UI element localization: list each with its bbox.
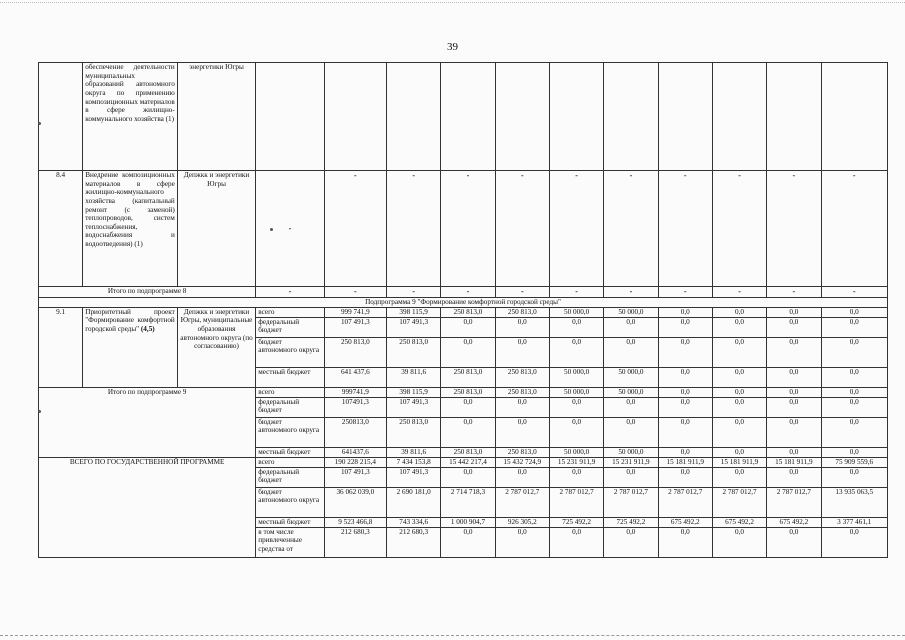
funding-source: всего <box>256 387 324 397</box>
value-cell: 0,0 <box>604 467 658 487</box>
value-cell: 9 523 466,8 <box>324 517 386 527</box>
value-cell: 0,0 <box>549 527 603 557</box>
value-cell: 0,0 <box>495 337 549 367</box>
value-cell: 0,0 <box>658 467 712 487</box>
value-cell: - <box>604 287 658 298</box>
value-cell: 250813,0 <box>324 417 386 447</box>
value-cell: 250 813,0 <box>441 307 495 317</box>
value-cell: 15 432 724,9 <box>495 457 549 467</box>
value-cell: 107 491,3 <box>324 317 386 337</box>
value-cell <box>821 63 888 171</box>
value-cell: 107 491,3 <box>324 467 386 487</box>
value-cell: - <box>495 171 549 287</box>
value-cell: 0,0 <box>767 387 821 397</box>
value-cell <box>324 63 386 171</box>
value-cell: - <box>712 287 766 298</box>
value-cell: 999 741,9 <box>324 307 386 317</box>
value-cell: 7 434 153,8 <box>387 457 441 467</box>
value-cell <box>712 63 766 171</box>
value-cell: 0,0 <box>821 387 888 397</box>
value-cell: 0,0 <box>821 467 888 487</box>
value-cell: 0,0 <box>441 397 495 417</box>
value-cell: 0,0 <box>767 367 821 387</box>
funding-source: федеральный бюджет <box>256 317 324 337</box>
value-cell: 999741,9 <box>324 387 386 397</box>
table-row-8-4 <box>39 171 888 287</box>
funding-source: - <box>256 287 324 298</box>
value-cell: 2 787 012,7 <box>658 487 712 517</box>
value-cell: 0,0 <box>658 417 712 447</box>
value-cell: 0,0 <box>712 337 766 367</box>
value-cell: 50 000,0 <box>604 447 658 457</box>
value-cell: 0,0 <box>549 397 603 417</box>
value-cell: 0,0 <box>441 417 495 447</box>
value-cell: - <box>658 287 712 298</box>
executor: Депжкк и энергетики Югры <box>177 171 255 287</box>
value-cell: 250 813,0 <box>441 447 495 457</box>
value-cell: 50 000,0 <box>549 307 603 317</box>
value-cell: 398 115,9 <box>387 307 441 317</box>
value-cell: 0,0 <box>658 397 712 417</box>
value-cell: 0,0 <box>767 467 821 487</box>
value-cell: 2 690 181,0 <box>387 487 441 517</box>
value-cell: 250 813,0 <box>387 417 441 447</box>
value-cell: - <box>387 171 441 287</box>
value-cell: 13 935 063,5 <box>821 487 888 517</box>
value-cell: 0,0 <box>821 367 888 387</box>
value-cell <box>658 63 712 171</box>
value-cell: 1 000 904,7 <box>441 517 495 527</box>
value-cell: - <box>549 171 603 287</box>
value-cell: - <box>324 171 386 287</box>
value-cell: 0,0 <box>549 317 603 337</box>
value-cell: 0,0 <box>821 417 888 447</box>
value-cell: 0,0 <box>712 307 766 317</box>
value-cell: 250 813,0 <box>441 387 495 397</box>
value-cell: 15 231 911,9 <box>549 457 603 467</box>
value-cell: 50 000,0 <box>549 387 603 397</box>
value-cell: 0,0 <box>604 337 658 367</box>
table-row <box>39 457 888 467</box>
funding-source: бюджет автономного округа <box>256 337 324 367</box>
value-cell: 39 811,6 <box>387 367 441 387</box>
value-cell <box>549 63 603 171</box>
table-body <box>39 63 888 558</box>
value-cell: 2 714 718,3 <box>441 487 495 517</box>
value-cell: 212 680,3 <box>387 527 441 557</box>
row-number <box>39 63 83 171</box>
value-cell: - <box>549 287 603 298</box>
value-cell <box>604 63 658 171</box>
value-cell: 0,0 <box>821 527 888 557</box>
value-cell: 50 000,0 <box>604 387 658 397</box>
value-cell: 0,0 <box>712 387 766 397</box>
value-cell: 50 000,0 <box>604 307 658 317</box>
executor: энергетики Югры <box>177 63 255 171</box>
value-cell: 0,0 <box>441 337 495 367</box>
value-cell: 190 228 215,4 <box>324 457 386 467</box>
value-cell: - <box>604 171 658 287</box>
value-cell: 250 813,0 <box>441 367 495 387</box>
funding-source: бюджет автономного округа <box>256 487 324 517</box>
value-cell: 0,0 <box>712 527 766 557</box>
value-cell <box>495 63 549 171</box>
funding-source: в том числе привлеченные средства от <box>256 527 324 557</box>
value-cell: 725 492,2 <box>604 517 658 527</box>
activity-name: Внедрение композиционных материалов в сфере жилищно-коммунального хозяйства (капитальный ремонт (с заменой) теплопроводов, систем теплоснабжения, водоснабжения и водоотведения) (1) <box>83 171 178 287</box>
value-cell: - <box>712 171 766 287</box>
value-cell: 0,0 <box>495 417 549 447</box>
scan-speck <box>38 410 41 413</box>
scan-edge-bottom <box>0 635 905 637</box>
value-cell: 250 813,0 <box>495 387 549 397</box>
value-cell: 0,0 <box>821 317 888 337</box>
value-cell: 0,0 <box>604 417 658 447</box>
value-cell: 50 000,0 <box>604 367 658 387</box>
value-cell: 0,0 <box>767 447 821 457</box>
value-cell <box>767 63 821 171</box>
value-cell: 0,0 <box>712 317 766 337</box>
value-cell: 0,0 <box>604 317 658 337</box>
row-number: 8.4 <box>39 171 83 287</box>
table-row-total-8 <box>39 287 888 298</box>
value-cell: - <box>821 287 888 298</box>
activity-name-note: (4,5) <box>140 324 155 333</box>
funding-source: бюджет автономного округа <box>256 417 324 447</box>
activity-name-text: Приоритетный проект "Формирование комфортной городской среды" <box>85 307 175 333</box>
value-cell: 250 813,0 <box>324 337 386 367</box>
value-cell: 0,0 <box>767 307 821 317</box>
value-cell: 0,0 <box>441 527 495 557</box>
value-cell: 675 492,2 <box>767 517 821 527</box>
value-cell: 0,0 <box>712 417 766 447</box>
scan-edge-top <box>0 2 905 4</box>
value-cell: - <box>495 287 549 298</box>
funding-source: местный бюджет <box>256 367 324 387</box>
value-cell: 0,0 <box>658 307 712 317</box>
value-cell <box>387 63 441 171</box>
value-cell: 0,0 <box>712 367 766 387</box>
value-cell: 0,0 <box>658 367 712 387</box>
total-label: Итого по подпрограмме 8 <box>39 287 256 298</box>
value-cell: 250 813,0 <box>495 447 549 457</box>
value-cell: 0,0 <box>604 397 658 417</box>
value-cell: 15 181 911,9 <box>712 457 766 467</box>
value-cell: 0,0 <box>767 317 821 337</box>
value-cell: 725 492,2 <box>549 517 603 527</box>
subprogram-title: Подпрограмма 9 "Формирование комфортной городской среды" <box>39 297 888 307</box>
value-cell: 0,0 <box>441 467 495 487</box>
value-cell: 2 787 012,7 <box>712 487 766 517</box>
value-cell: 15 231 911,9 <box>604 457 658 467</box>
value-cell: - <box>324 287 386 298</box>
value-cell: 0,0 <box>821 337 888 367</box>
value-cell: 675 492,2 <box>712 517 766 527</box>
value-cell: 15 181 911,9 <box>767 457 821 467</box>
value-cell: 0,0 <box>712 447 766 457</box>
scan-speck <box>38 122 41 125</box>
scan-speck <box>270 228 273 231</box>
value-cell: 0,0 <box>712 467 766 487</box>
value-cell: 39 811,6 <box>387 447 441 457</box>
value-cell: 107 491,3 <box>387 397 441 417</box>
executor: Депжкк и энергетики Югры, муниципальные образования автономного округа (по согласованию) <box>177 307 255 387</box>
value-cell: 0,0 <box>549 337 603 367</box>
value-cell: 0,0 <box>821 307 888 317</box>
value-cell: 0,0 <box>495 317 549 337</box>
funding-source: федеральный бюджет <box>256 467 324 487</box>
value-cell: 0,0 <box>495 397 549 417</box>
value-cell: 50 000,0 <box>549 367 603 387</box>
table-row-continuation <box>39 63 888 171</box>
value-cell: 398 115,9 <box>387 387 441 397</box>
value-cell: - <box>821 171 888 287</box>
funding-source: всего <box>256 307 324 317</box>
value-cell: 0,0 <box>712 397 766 417</box>
page-number: 39 <box>447 41 458 53</box>
value-cell: - <box>658 171 712 287</box>
value-cell: 107491,3 <box>324 397 386 417</box>
value-cell: 2 787 012,7 <box>495 487 549 517</box>
value-cell: 641437,6 <box>324 447 386 457</box>
value-cell: 0,0 <box>495 467 549 487</box>
value-cell: 36 062 039,0 <box>324 487 386 517</box>
value-cell: 0,0 <box>658 387 712 397</box>
value-cell: 15 442 217,4 <box>441 457 495 467</box>
value-cell: 641 437,6 <box>324 367 386 387</box>
funding-source: федеральный бюджет <box>256 397 324 417</box>
funding-source: местный бюджет <box>256 447 324 457</box>
value-cell: 0,0 <box>767 527 821 557</box>
value-cell: 675 492,2 <box>658 517 712 527</box>
value-cell: 2 787 012,7 <box>767 487 821 517</box>
total-label: Итого по подпрограмме 9 <box>39 387 256 457</box>
funding-source <box>256 63 324 171</box>
activity-name: обеспечение деятельности муниципальных образований автономного округа по применению композиционных материалов в сфере жилищно-коммунального хозяйства (1) <box>83 63 178 171</box>
value-cell: 0,0 <box>767 337 821 367</box>
value-cell: 3 377 461,1 <box>821 517 888 527</box>
value-cell: 0,0 <box>495 527 549 557</box>
value-cell: 212 680,3 <box>324 527 386 557</box>
value-cell: - <box>387 287 441 298</box>
value-cell: 743 334,6 <box>387 517 441 527</box>
value-cell: 0,0 <box>549 467 603 487</box>
value-cell: 250 813,0 <box>495 307 549 317</box>
value-cell: - <box>767 171 821 287</box>
value-cell: 0,0 <box>821 447 888 457</box>
value-cell: 2 787 012,7 <box>549 487 603 517</box>
value-cell: 0,0 <box>441 317 495 337</box>
table-row <box>39 307 888 317</box>
funding-source: всего <box>256 457 324 467</box>
value-cell: 0,0 <box>821 397 888 417</box>
value-cell: 2 787 012,7 <box>604 487 658 517</box>
value-cell: 0,0 <box>658 337 712 367</box>
table-row-subprogram-9-title <box>39 297 888 307</box>
value-cell: - <box>441 171 495 287</box>
value-cell: 0,0 <box>658 447 712 457</box>
funding-source: местный бюджет <box>256 517 324 527</box>
value-cell: 107 491,3 <box>387 317 441 337</box>
value-cell: 75 909 559,6 <box>821 457 888 467</box>
table-row <box>39 387 888 397</box>
value-cell: - <box>767 287 821 298</box>
value-cell: 250 813,0 <box>387 337 441 367</box>
row-number: 9.1 <box>39 307 83 387</box>
value-cell: 0,0 <box>604 527 658 557</box>
activity-name <box>83 307 178 387</box>
total-label: ВСЕГО ПО ГОСУДАРСТВЕННОЙ ПРОГРАММЕ <box>39 457 256 557</box>
value-cell: - <box>441 287 495 298</box>
value-cell: 0,0 <box>549 417 603 447</box>
value-cell: 107 491,3 <box>387 467 441 487</box>
value-cell: 0,0 <box>767 397 821 417</box>
value-cell: 250 813,0 <box>495 367 549 387</box>
value-cell: 0,0 <box>767 417 821 447</box>
value-cell: 0,0 <box>658 317 712 337</box>
value-cell: 50 000,0 <box>549 447 603 457</box>
budget-table <box>38 62 888 558</box>
value-cell: 0,0 <box>658 527 712 557</box>
value-cell <box>441 63 495 171</box>
value-cell: 926 305,2 <box>495 517 549 527</box>
funding-source: - <box>256 171 324 287</box>
value-cell: 15 181 911,9 <box>658 457 712 467</box>
